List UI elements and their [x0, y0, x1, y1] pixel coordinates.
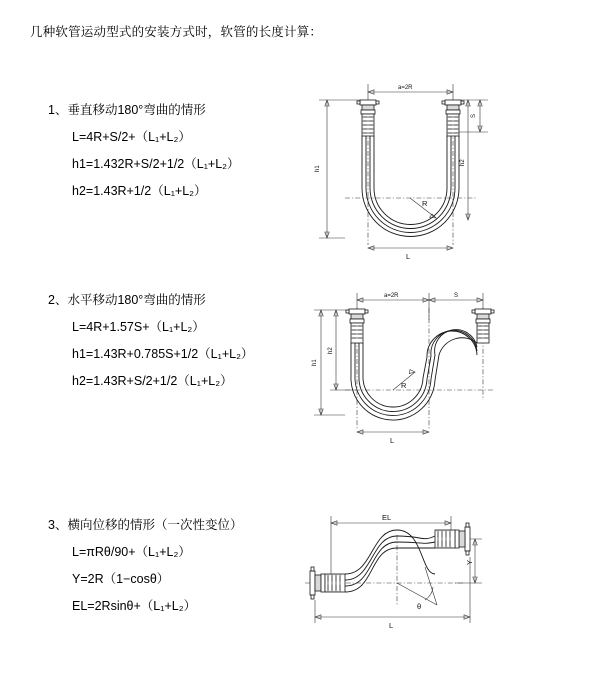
section-1-title: 1、垂直移动180°弯曲的情形: [48, 103, 206, 117]
section-2-figure: [305, 280, 505, 460]
section-1-text: [48, 100, 298, 208]
section-3-title: 3、横向位移的情形（一次性变位）: [48, 518, 243, 532]
section-3-figure: [285, 505, 495, 635]
dim-label-a2r: a=2R: [398, 85, 413, 91]
dim-label-h1-2: h1: [312, 359, 318, 366]
section-2-text: [48, 290, 298, 398]
dim-label-r: R: [422, 199, 428, 208]
dim-label-y: Y: [465, 559, 474, 565]
section-1-formula-2: h1=1.432R+S/2+1/2（L₁+L₂）: [72, 157, 240, 171]
dim-label-s: S: [471, 113, 477, 118]
lateral-offset-diagram: [285, 505, 495, 635]
dim-label-h1: h1: [315, 165, 321, 172]
dim-label-l: L: [406, 252, 411, 261]
section-1-formula-1: L=4R+S/2+（L₁+L₂）: [72, 130, 191, 144]
dim-label-h2-2: h2: [328, 347, 334, 354]
section-2-formula-3: h2=1.43R+S/2+1/2（L₁+L₂）: [72, 374, 233, 388]
section-3-formula-1: L=πRθ/90+（L₁+L₂）: [72, 545, 191, 559]
section-1-figure: [305, 70, 495, 270]
section-2-formula-1: L=4R+1.57S+（L₁+L₂）: [72, 320, 205, 334]
dim-label-h2: h2: [460, 159, 466, 166]
dim-label-l-2: L: [390, 436, 395, 445]
section-1-formula-3: h2=1.43R+1/2（L₁+L₂）: [72, 184, 207, 198]
page-title: 几种软管运动型式的安装方式时，软管的长度计算：: [30, 25, 323, 39]
horizontal-180-diagram: [305, 280, 505, 460]
dim-label-r-2: R: [401, 381, 407, 390]
dim-label-l-3: L: [389, 621, 394, 630]
section-2-title: 2、水平移动180°弯曲的情形: [48, 293, 206, 307]
dim-label-s-2: S: [454, 293, 459, 299]
section-2-formula-2: h1=1.43R+0.785S+1/2（L₁+L₂）: [72, 347, 254, 361]
vertical-180-diagram: [305, 70, 495, 270]
section-3-formula-2: Y=2R（1−cosθ）: [72, 572, 170, 586]
dim-label-el: EL: [382, 513, 392, 522]
section-3-text: [48, 515, 298, 623]
section-3-formula-3: EL=2Rsinθ+（L₁+L₂）: [72, 599, 197, 613]
dim-label-a2r-2: a=2R: [384, 293, 399, 299]
dim-label-theta: θ: [417, 602, 422, 611]
